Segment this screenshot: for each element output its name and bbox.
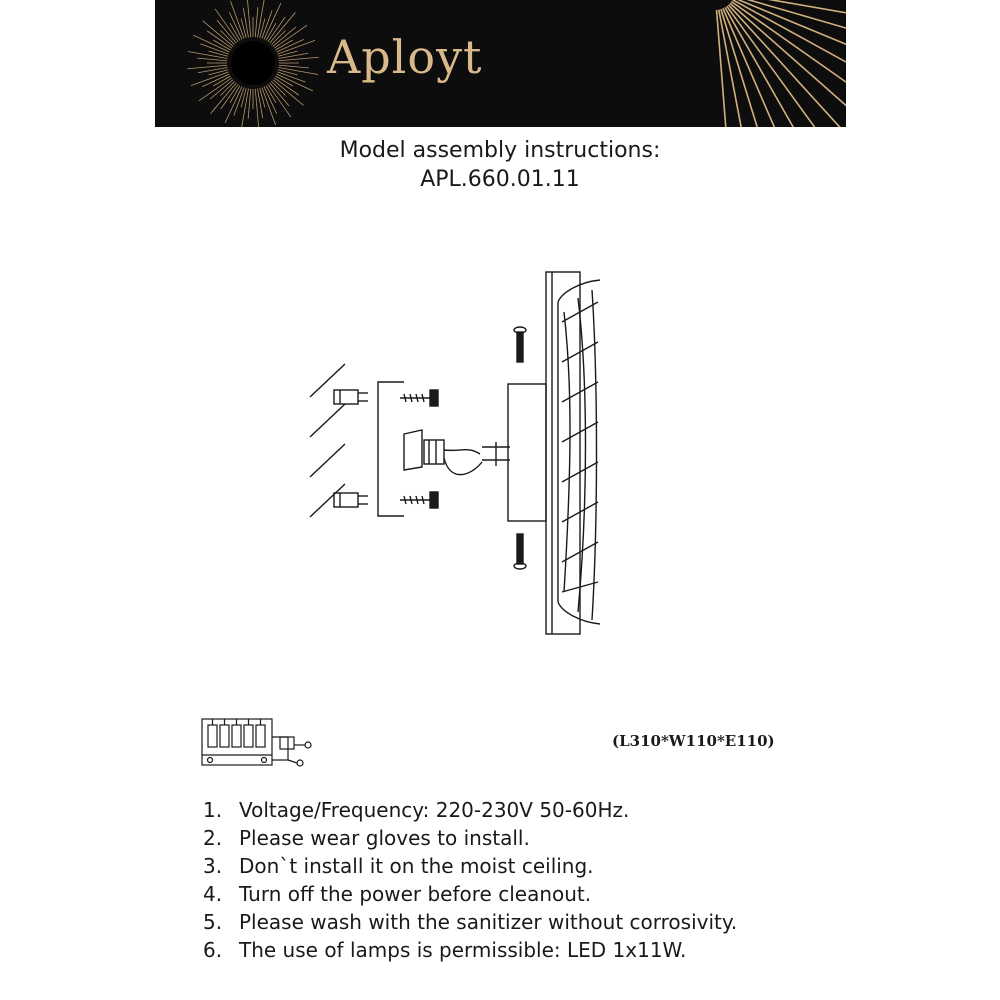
- wiring-diagram: [200, 715, 330, 775]
- wall-lamp-icon: [546, 272, 600, 634]
- dimensions-label: (L310*W110*E110): [612, 732, 775, 750]
- instruction-number: 1.: [203, 798, 223, 822]
- mounting-bracket-icon: [378, 382, 404, 516]
- fixing-screw-icon: [514, 327, 526, 569]
- instruction-text: Please wash with the sanitizer without corrosivity.: [239, 910, 738, 934]
- document-title: [0, 136, 1000, 194]
- connector-icon: [305, 742, 311, 748]
- instruction-text: Don`t install it on the moist ceiling.: [239, 854, 594, 878]
- instruction-number: 3.: [203, 854, 223, 878]
- sunburst-logo-graphic: [155, 0, 846, 127]
- brand-banner: [155, 0, 846, 127]
- instructions-list: [203, 796, 737, 964]
- model-number: APL.660.01.11: [420, 167, 580, 192]
- instruction-item: [203, 824, 737, 852]
- terminal-strip-icon: [202, 719, 272, 765]
- instruction-number: 6.: [203, 938, 223, 962]
- instruction-text: The use of lamps is permissible: LED 1x11W.: [239, 938, 687, 962]
- screw-icon: [400, 390, 438, 508]
- instruction-text: Turn off the power before cleanout.: [239, 882, 592, 906]
- instruction-number: 5.: [203, 910, 223, 934]
- title-line-1: Model assembly instructions:: [339, 138, 661, 163]
- sun-logo-icon: [231, 41, 275, 85]
- instruction-text: Voltage/Frequency: 220-230V 50-60Hz.: [239, 798, 630, 822]
- terminal-block-icon: [404, 430, 510, 475]
- instruction-item: [203, 908, 737, 936]
- instruction-item: [203, 796, 737, 824]
- instruction-text: Please wear gloves to install.: [239, 826, 530, 850]
- instruction-number: 2.: [203, 826, 223, 850]
- brand-name: Aployt: [327, 30, 483, 84]
- instruction-item: [203, 852, 737, 880]
- instruction-number: 4.: [203, 882, 223, 906]
- back-plate-icon: [508, 384, 546, 521]
- assembly-diagram: [300, 262, 600, 642]
- instruction-item: [203, 936, 737, 964]
- instruction-item: [203, 880, 737, 908]
